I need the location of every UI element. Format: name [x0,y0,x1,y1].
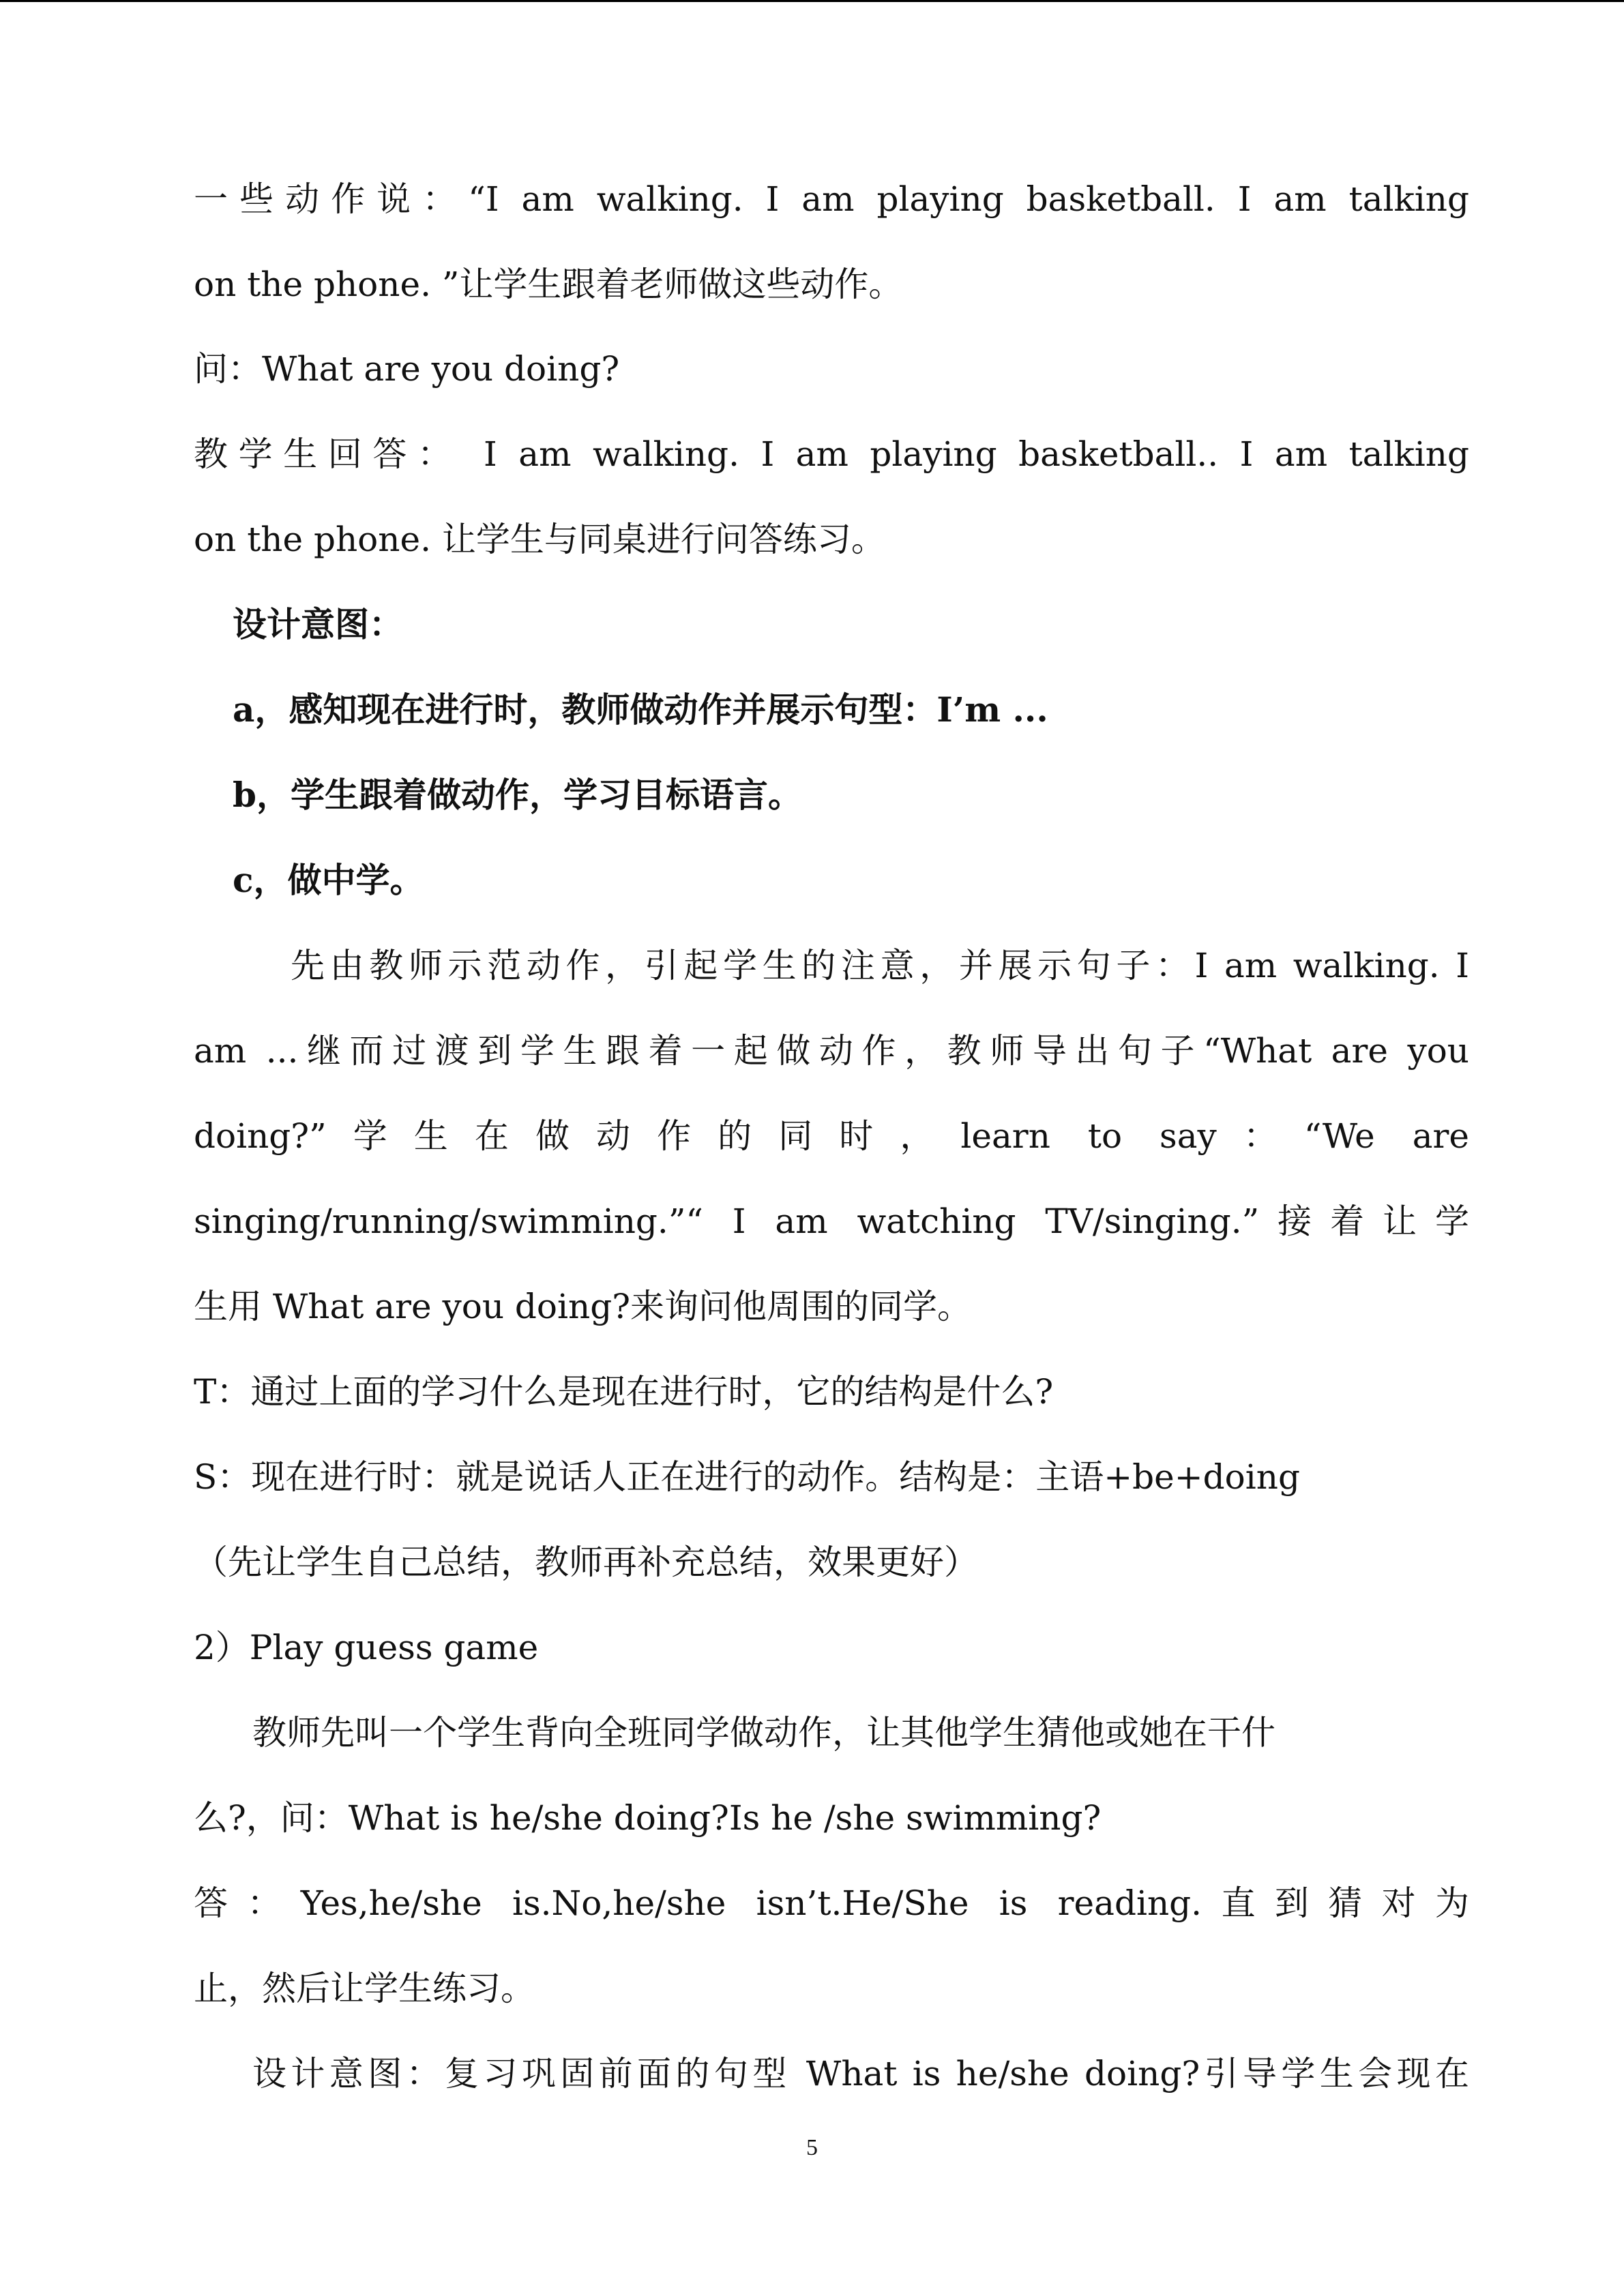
text-line-17: （先让学生自己总结，教师再补充总结，效果更好） [194,1542,978,1582]
text-line-13: singing/running/swimming.”“ I am watching TV/singing.”接着让学 [194,1202,1469,1241]
section-title-play-guess-game: 2）Play guess game [194,1628,539,1667]
text-line-11: am ...继而过渡到学生跟着一起做动作，教师导出句子“What are you [194,1031,1469,1071]
text-line-23: 设计意图：复习巩固前面的句型 What is he/she doing?引导学生会现在 [252,2054,1469,2093]
text-line-20: 么?，问：What is he/she doing?Is he /she swimming? [194,1798,1102,1838]
text-line-19: 教师先叫一个学生背向全班同学做动作，让其他学生猜他或她在干什 [252,1713,1275,1753]
text-line-15: T：通过上面的学习什么是现在进行时，它的结构是什么? [194,1372,1054,1412]
design-intent-heading: 设计意图： [233,604,403,644]
text-line-21: 答：Yes,he/she is.No,he/she isn’t.He/She is reading.直到猜对为 [194,1883,1469,1923]
page-number: 5 [806,2135,818,2160]
text-line-5: on the phone. 让学生与同桌进行问答练习。 [194,520,885,559]
text-line-1: 一些动作说：“I am walking. I am playing basketball. I am talking [194,179,1469,219]
text-line-12: doing?”学生在做动作的同时，learn to say：“We are [194,1116,1469,1156]
design-intent-item-b: b，学生跟着做动作，学习目标语言。 [233,775,802,815]
text-line-22: 止，然后让学生练习。 [194,1969,535,2008]
text-line-10: 先由教师示范动作，引起学生的注意，并展示句子：I am walking. I [291,946,1469,985]
text-line-16: S：现在进行时：就是说话人正在进行的动作。结构是：主语+be+doing [194,1457,1300,1497]
text-line-3: 问：What are you doing? [194,349,620,389]
text-line-4: 教学生回答： I am walking. I am playing basketball.. I am talking [194,434,1469,474]
text-line-2: on the phone. ”让学生跟着老师做这些动作。 [194,265,903,304]
text-line-14: 生用 What are you doing?来询问他周围的同学。 [194,1287,972,1326]
design-intent-item-a: a，感知现在进行时，教师做动作并展示句型：I’m ... [233,689,1048,730]
design-intent-item-c: c，做中学。 [233,860,424,900]
